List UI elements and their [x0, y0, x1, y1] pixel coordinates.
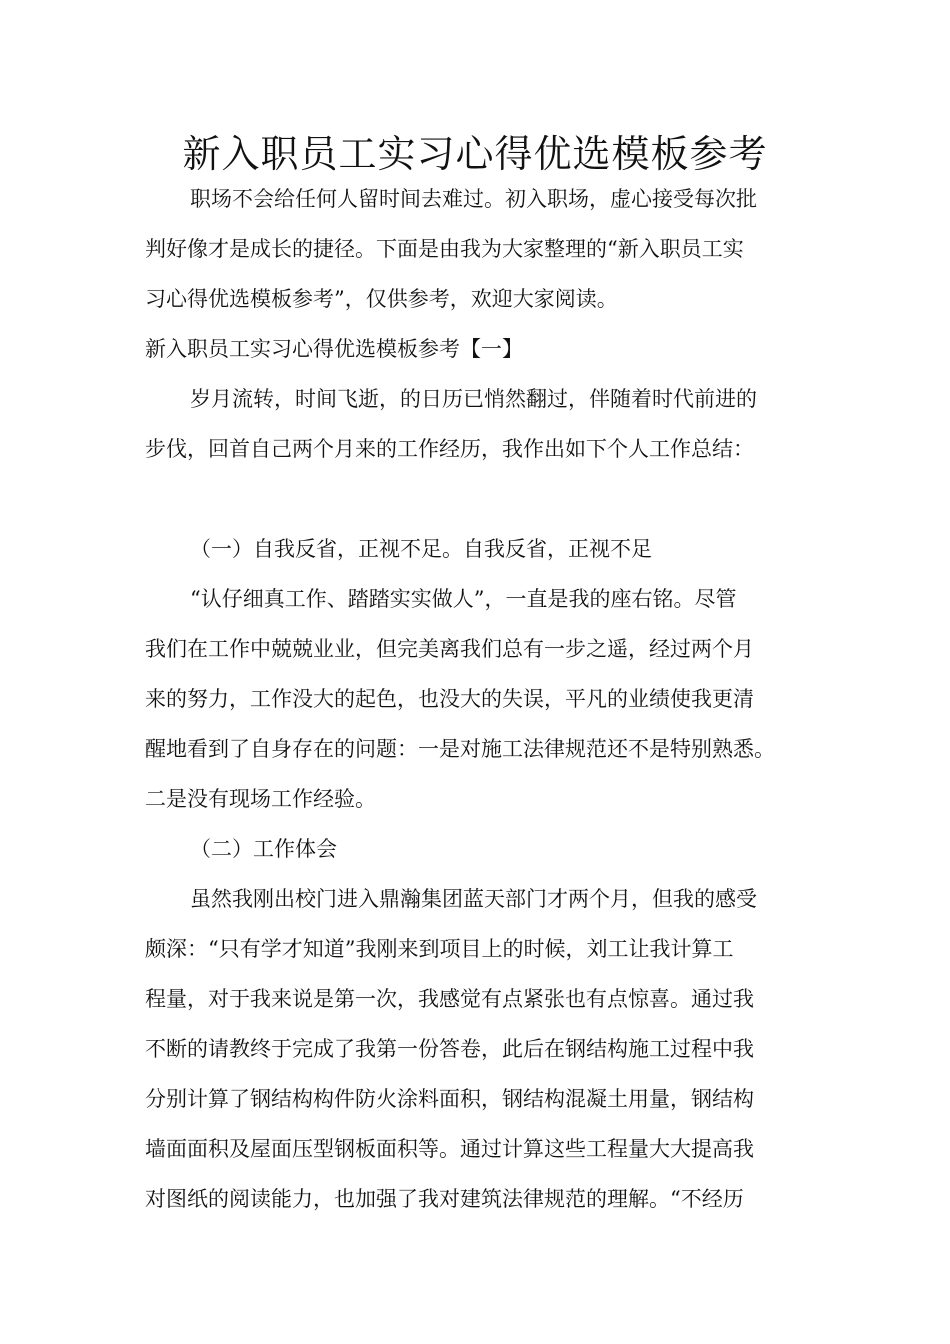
paragraph-line: 虽然我刚出校门进入鼎瀚集团蓝天部门才两个月，但我的感受: [190, 887, 757, 911]
section-heading: 新入职员工实习心得优选模板参考【一】: [145, 337, 523, 361]
paragraph-line: 判好像才是成长的捷径。下面是由我为大家整理的“新入职员工实: [145, 237, 744, 261]
document-title: 新入职员工实习心得优选模板参考: [182, 132, 768, 176]
paragraph-line: 职场不会给任何人留时间去难过。初入职场，虚心接受每次批: [190, 187, 757, 211]
paragraph-line: 步伐，回首自己两个月来的工作经历，我作出如下个人工作总结：: [145, 437, 754, 461]
paragraph-line: “认仔细真工作、踏踏实实做人”，一直是我的座右铭。尽管: [190, 587, 737, 611]
paragraph-line: 醒地看到了自身存在的问题：一是对施工法律规范还不是特别熟悉。: [145, 737, 775, 761]
paragraph-line: 颇深：“只有学才知道”我刚来到项目上的时候，刘工让我计算工: [145, 937, 734, 961]
subsection-heading: （二）工作体会: [190, 837, 337, 861]
paragraph-line: 对图纸的阅读能力，也加强了我对建筑法律规范的理解。“不经历: [145, 1187, 744, 1211]
subsection-heading: （一）自我反省，正视不足。自我反省，正视不足: [190, 537, 652, 561]
paragraph-line: 分别计算了钢结构构件防火涂料面积，钢结构混凝土用量，钢结构: [145, 1087, 754, 1111]
paragraph-line: 程量，对于我来说是第一次，我感觉有点紧张也有点惊喜。通过我: [145, 987, 754, 1011]
paragraph-line: 我们在工作中兢兢业业，但完美离我们总有一步之遥，经过两个月: [145, 637, 754, 661]
paragraph-line: 二是没有现场工作经验。: [145, 787, 376, 811]
paragraph-line: 岁月流转，时间飞逝，的日历已悄然翻过，伴随着时代前进的: [190, 387, 757, 411]
paragraph-line: 来的努力，工作没大的起色，也没大的失误，平凡的业绩使我更清: [145, 687, 754, 711]
paragraph-line: 习心得优选模板参考”，仅供参考，欢迎大家阅读。: [145, 287, 618, 311]
paragraph-line: 不断的请教终于完成了我第一份答卷，此后在钢结构施工过程中我: [145, 1037, 754, 1061]
paragraph-line: 墙面面积及屋面压型钢板面积等。通过计算这些工程量大大提高我: [145, 1137, 754, 1161]
